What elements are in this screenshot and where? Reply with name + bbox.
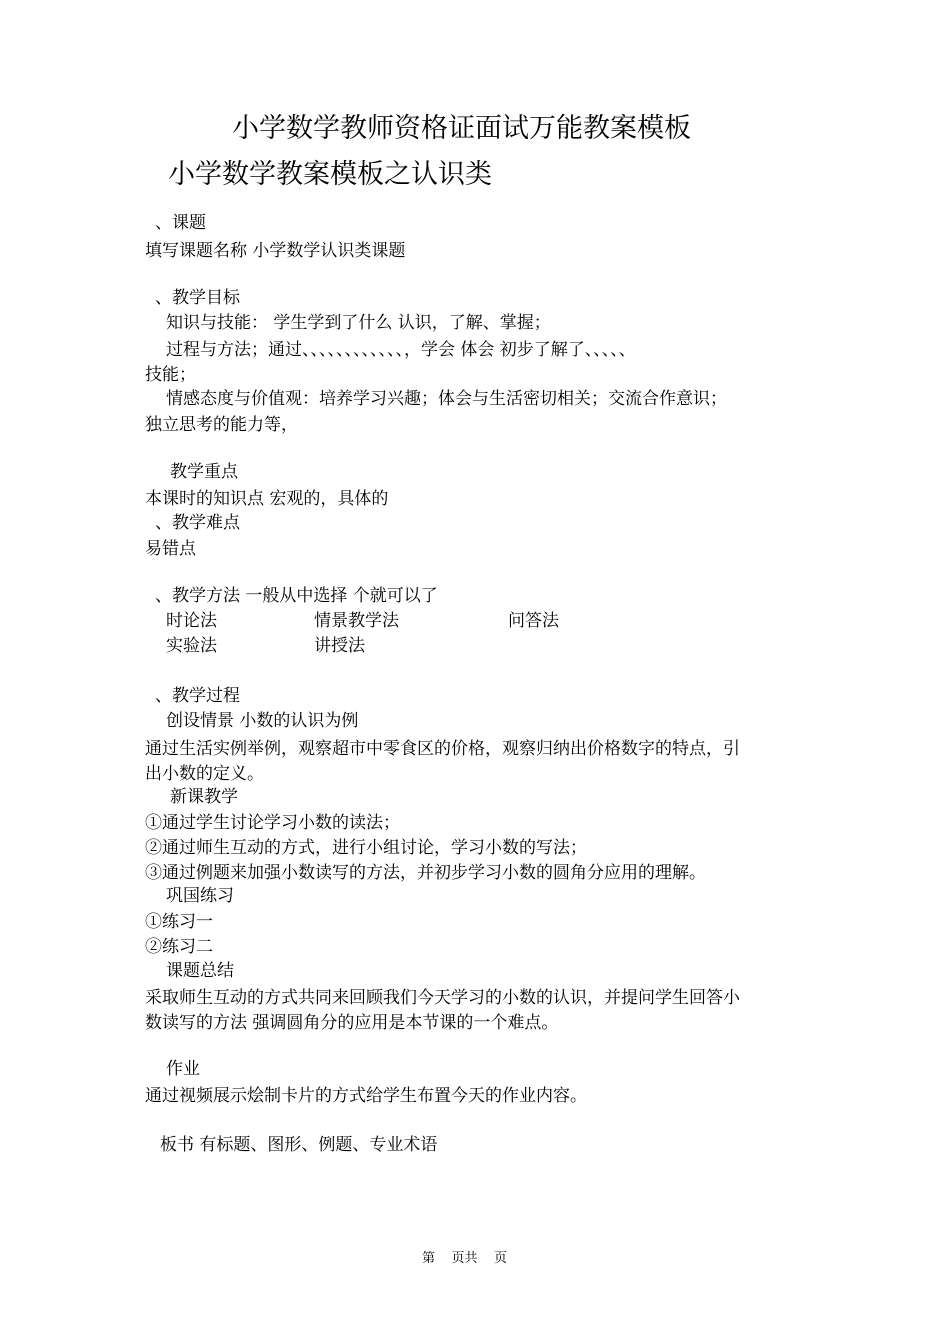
body-line: 数读写的方法 强调圆角分的应用是本节课的一个难点。 [145, 1013, 559, 1033]
method-item: 问答法 [508, 611, 559, 631]
body-line: 通过生活实例举例，观察超市中零食区的价格，观察归纳出价格数字的特点，引 [145, 739, 740, 759]
section-heading-process: 、教学过程 [155, 686, 240, 706]
method-item: 情景教学法 [314, 611, 399, 631]
body-line: 过程与方法；通过、、、、、、、、、、、、，学会 体会 初步了解了、、、、、 [166, 340, 636, 360]
document-title: 小学数学教师资格证面试万能教案模板 [232, 113, 691, 144]
body-line: 易错点 [145, 539, 196, 559]
page-footer: 第 页共 页 [422, 1251, 508, 1266]
section-heading-objectives: 、教学目标 [155, 288, 240, 308]
section-heading-methods: 、教学方法 一般从中选择 个就可以了 [155, 586, 438, 606]
body-line: 填写课题名称 小学数学认识类课题 [145, 241, 406, 261]
sub-heading: 巩国练习 [166, 886, 234, 906]
body-line: 本课时的知识点 宏观的，具体的 [145, 489, 389, 509]
method-item: 实验法 [166, 636, 217, 656]
sub-heading: 作业 [166, 1059, 200, 1079]
body-line: 知识与技能： 学生学到了什么 认识，了解、掌握； [166, 313, 551, 333]
body-line: 技能； [145, 365, 196, 385]
body-line: ①练习一 [145, 912, 213, 932]
sub-heading: 新课教学 [170, 787, 238, 807]
body-line: ①通过学生讨论学习小数的读法； [145, 813, 400, 833]
section-heading-difficulties: 、教学难点 [155, 513, 240, 533]
sub-heading: 课题总结 [166, 961, 234, 981]
body-line: ③通过例题来加强小数读写的方法，并初步学习小数的圆角分应用的理解。 [145, 863, 706, 883]
section-heading-topic: 、课题 [155, 213, 206, 233]
body-line: 通过视频展示烩制卡片的方式给学生布置今天的作业内容。 [145, 1086, 587, 1106]
section-heading-key-points: 教学重点 [170, 462, 238, 482]
method-item: 时论法 [166, 611, 217, 631]
body-line: 创设情景 小数的认识为例 [166, 711, 359, 731]
body-line: 板书 有标题、图形、例题、专业术语 [160, 1135, 438, 1155]
method-item: 讲授法 [314, 636, 365, 656]
body-line: 情感态度与价值观：培养学习兴趣；体会与生活密切相关；交流合作意识； [166, 389, 727, 409]
document-subtitle: 小学数学教案模板之认识类 [168, 159, 492, 190]
body-line: ②通过师生互动的方式，进行小组讨论，学习小数的写法； [145, 838, 587, 858]
body-line: 采取师生互动的方式共同来回顾我们今天学习的小数的认识，并提问学生回答小 [145, 988, 740, 1008]
body-line: 独立思考的能力等， [145, 415, 298, 435]
body-line: 出小数的定义。 [145, 764, 264, 784]
body-line: ②练习二 [145, 937, 213, 957]
